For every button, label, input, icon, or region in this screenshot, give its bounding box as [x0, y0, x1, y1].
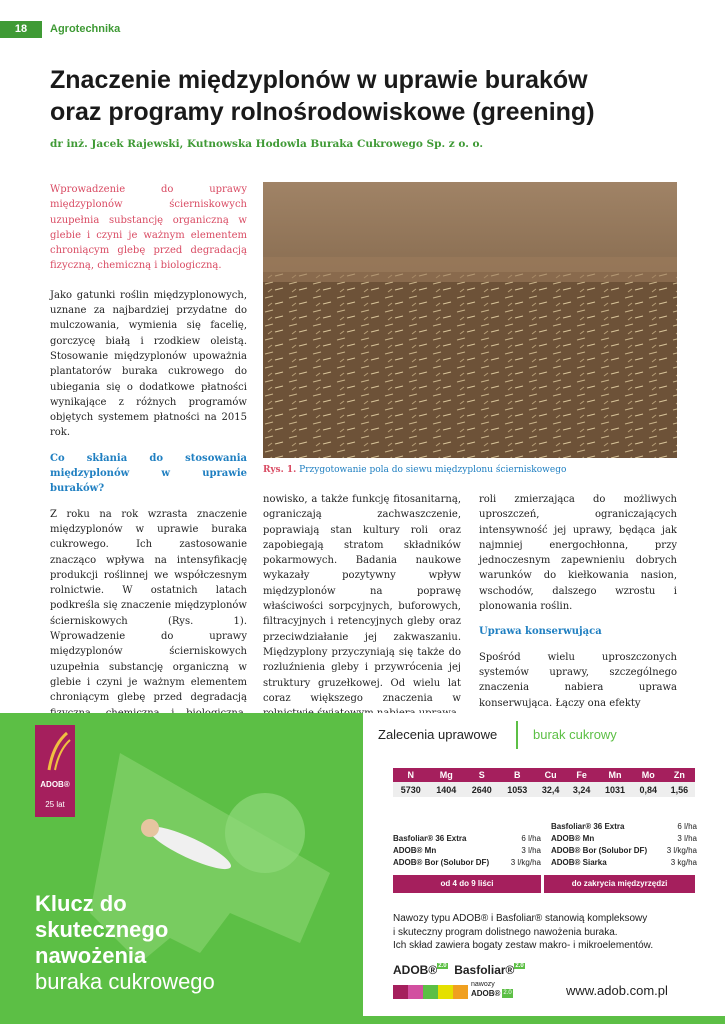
nutrient-header: Fe — [566, 768, 597, 782]
nutrient-value: 0,84 — [633, 782, 664, 797]
nutrient-header: Mg — [429, 768, 465, 782]
paragraph: Jako gatunki roślin międzyplonowych, uznane za najbardziej przydatne do mulczowania, wymienia się facelię, gorczycę białą i rzodkiew oleistą. Stosowanie międzyplonów upoważnia plantatorów buraka cukrowego do ubiegania się o dodatkowe płatności wynikające z różnych programów objętych systemem płatności na 2015 rok. — [50, 289, 247, 439]
product-dose: 3 l/ha — [677, 834, 697, 843]
product-dose: 3 l/kg/ha — [510, 858, 541, 867]
chip-magenta — [393, 985, 408, 999]
page-number: 18 — [0, 21, 42, 38]
brand-basfoliar: Basfoliar® — [454, 963, 515, 977]
version-chip: 2.0 — [438, 963, 447, 969]
nutrient-header: S — [464, 768, 500, 782]
product-name: ADOB® Bor (Solubor DF) — [393, 858, 490, 867]
nutrient-value: 1031 — [597, 782, 633, 797]
paragraph: nowisko, a także funkcję fitosanitarną, ograniczają zachwaszczenie, poprawiają stan kultury roli oraz zapobiegają stratom składników pokarmowych. Badania naukowe wykazały pozytywny wpływ międzyplonów na poprawę właściwości sorpcyjnych, buforowych, filtracyjnych i retencyjnych gleby oraz przeciwdziałanie jej zakwaszaniu. Międzyplony przyczyniają się także do rozluźnienia gleby i przywrócenia jej struktury gruzełkowej. Od wielu lat coraz większego znaczenia w — [263, 494, 461, 704]
paragraph: roli zmierzająca do możliwych uproszczeń, ograniczających intensywność jej uprawy, będąca jak najmniej energochłonna, przy jednoczesnym zapewnieniu dobrych warunków do kiełkowania nasion, wschodów, dalszego wzrostu i plonowania roślin. — [479, 494, 677, 613]
leaf-icon — [35, 725, 75, 775]
nawozy-label — [471, 980, 513, 999]
product-name: ADOB® Bor (Solubor DF) — [551, 846, 648, 855]
nutrient-header: Mo — [633, 768, 664, 782]
nutrient-value: 1053 — [500, 782, 536, 797]
product-dose: 3 l/kg/ha — [666, 846, 697, 855]
nutrient-header: B — [500, 768, 536, 782]
page-header — [0, 21, 725, 38]
product-dose: 3 l/ha — [521, 846, 541, 855]
recommendations-label: Zalecenia uprawowe — [378, 727, 498, 742]
subheading: Uprawa konserwująca — [479, 626, 602, 638]
ad-info-panel — [363, 713, 725, 1024]
version-chip: 2.0 — [503, 990, 512, 996]
nawozy-brand: ADOB® — [471, 989, 501, 998]
ad-text-line: i skuteczny program dolistnego nawożenia buraka. — [393, 926, 618, 938]
title-line-1: Znaczenie międzyplonów w uprawie buraków — [50, 66, 588, 94]
brand-adob: ADOB® — [393, 963, 438, 977]
nutrient-table — [393, 768, 695, 797]
product-name: Basfoliar® 36 Extra — [551, 822, 625, 831]
column-1 — [50, 182, 247, 761]
title-line-2: oraz programy rolnośrodowiskowe (greening) — [50, 98, 595, 126]
footer-stripe — [363, 1016, 725, 1024]
version-chip: 2.0 — [515, 963, 524, 969]
headline-line: nawożenia — [35, 943, 147, 968]
product-dose: 6 l/ha — [677, 822, 697, 831]
ad-headline — [35, 891, 215, 995]
product-row — [551, 857, 697, 869]
product-row — [551, 833, 697, 845]
caption-text: Przygotowanie pola do siewu międzyplonu ścierniskowego — [299, 465, 567, 475]
paragraph: Z roku na rok wzrasta znaczenie międzyplonów w uprawie buraka cukrowego. Ich zastosowanie znacząco wpływa na intensyfikację produkcji roślinnej we współczesnym rolnictwie. W ostatnich latach podkreśla się znaczenie międzyplonów ścierniskowych (Rys. 1). Wprowadzenie do uprawy międzyplonów ścierniskowych uzupełnia substancję organiczną w glebie i czyni je ważnym elementem chroniącym glebę przed degradacją — [50, 508, 247, 704]
ad-image-panel — [0, 713, 363, 1024]
ad-text-line: Nawozy typu ADOB® i Basfoliar® stanowią kompleksowy — [393, 913, 648, 924]
field-photo — [263, 182, 677, 458]
crop-label: burak cukrowy — [533, 727, 617, 742]
website-link[interactable]: www.adob.com.pl — [566, 983, 668, 998]
nutrient-value: 1,56 — [664, 782, 695, 797]
brand-names — [393, 963, 525, 977]
product-row — [393, 857, 541, 869]
column-3 — [479, 492, 677, 721]
headline-line: skutecznego — [35, 917, 169, 942]
ad-text-line: Ich skład zawiera bogaty zestaw makro- i mikroelementów. — [393, 940, 654, 951]
headline-line: buraka cukrowego — [35, 969, 215, 994]
ad-description — [393, 912, 703, 953]
product-name: ADOB® Siarka — [551, 858, 607, 867]
nutrient-header: Cu — [535, 768, 566, 782]
article-title — [50, 64, 680, 128]
product-row — [393, 833, 541, 845]
product-row — [551, 821, 697, 833]
advertisement — [0, 713, 725, 1024]
chip-green — [423, 985, 438, 999]
intro-paragraph: Wprowadzenie do uprawy międzyplonów ścierniskowych uzupełnia substancję organiczną w glebie i czyni je ważnym elementem chroniącym glebę przed degradacją fizyczną, chemiczną i biologiczną. — [50, 184, 247, 272]
nutrient-value: 1404 — [429, 782, 465, 797]
paragraph: Spośród wielu uproszczonych systemów uprawy, szczególnego znaczenia nabiera uprawa konserwująca. Łączy ona efekty — [479, 651, 677, 709]
separator — [516, 721, 518, 749]
product-dose: 6 l/ha — [521, 834, 541, 843]
product-row — [393, 845, 541, 857]
products-left — [393, 833, 541, 869]
chip-pink — [408, 985, 423, 999]
section-name: Agrotechnika — [50, 23, 121, 35]
article-author: dr inż. Jacek Rajewski, Kutnowska Hodowla Buraka Cukrowego Sp. z o. o. — [50, 138, 483, 150]
nutrient-header: N — [393, 768, 429, 782]
nutrient-value: 32,4 — [535, 782, 566, 797]
product-row — [551, 845, 697, 857]
product-name: ADOB® Mn — [393, 846, 437, 855]
product-name: Basfoliar® 36 Extra — [393, 834, 467, 843]
chip-orange — [453, 985, 468, 999]
adob-logo — [35, 725, 75, 817]
nutrient-value: 2640 — [464, 782, 500, 797]
color-chips — [393, 985, 468, 999]
nawozy-text: nawozy — [471, 981, 495, 988]
caption-label: Rys. 1. — [263, 465, 297, 475]
product-dose: 3 kg/ha — [670, 858, 697, 867]
column-2 — [263, 492, 461, 731]
subheading: Co skłania do stosowania międzyplonów w uprawie buraków? — [50, 452, 247, 495]
product-name: ADOB® Mn — [551, 834, 595, 843]
chip-yellow — [438, 985, 453, 999]
adob-logo-text: ADOB® — [40, 780, 70, 789]
headline-line: Klucz do — [35, 891, 127, 916]
products-right — [551, 821, 697, 869]
nutrient-header: Zn — [664, 768, 695, 782]
adob-years: 25 lat — [45, 800, 65, 809]
stage-left: od 4 do 9 liści — [393, 875, 541, 893]
stage-right: do zakrycia międzyrzędzi — [544, 875, 695, 893]
nutrient-value: 5730 — [393, 782, 429, 797]
photo-caption — [263, 465, 566, 475]
nutrient-header: Mn — [597, 768, 633, 782]
nutrient-value: 3,24 — [566, 782, 597, 797]
